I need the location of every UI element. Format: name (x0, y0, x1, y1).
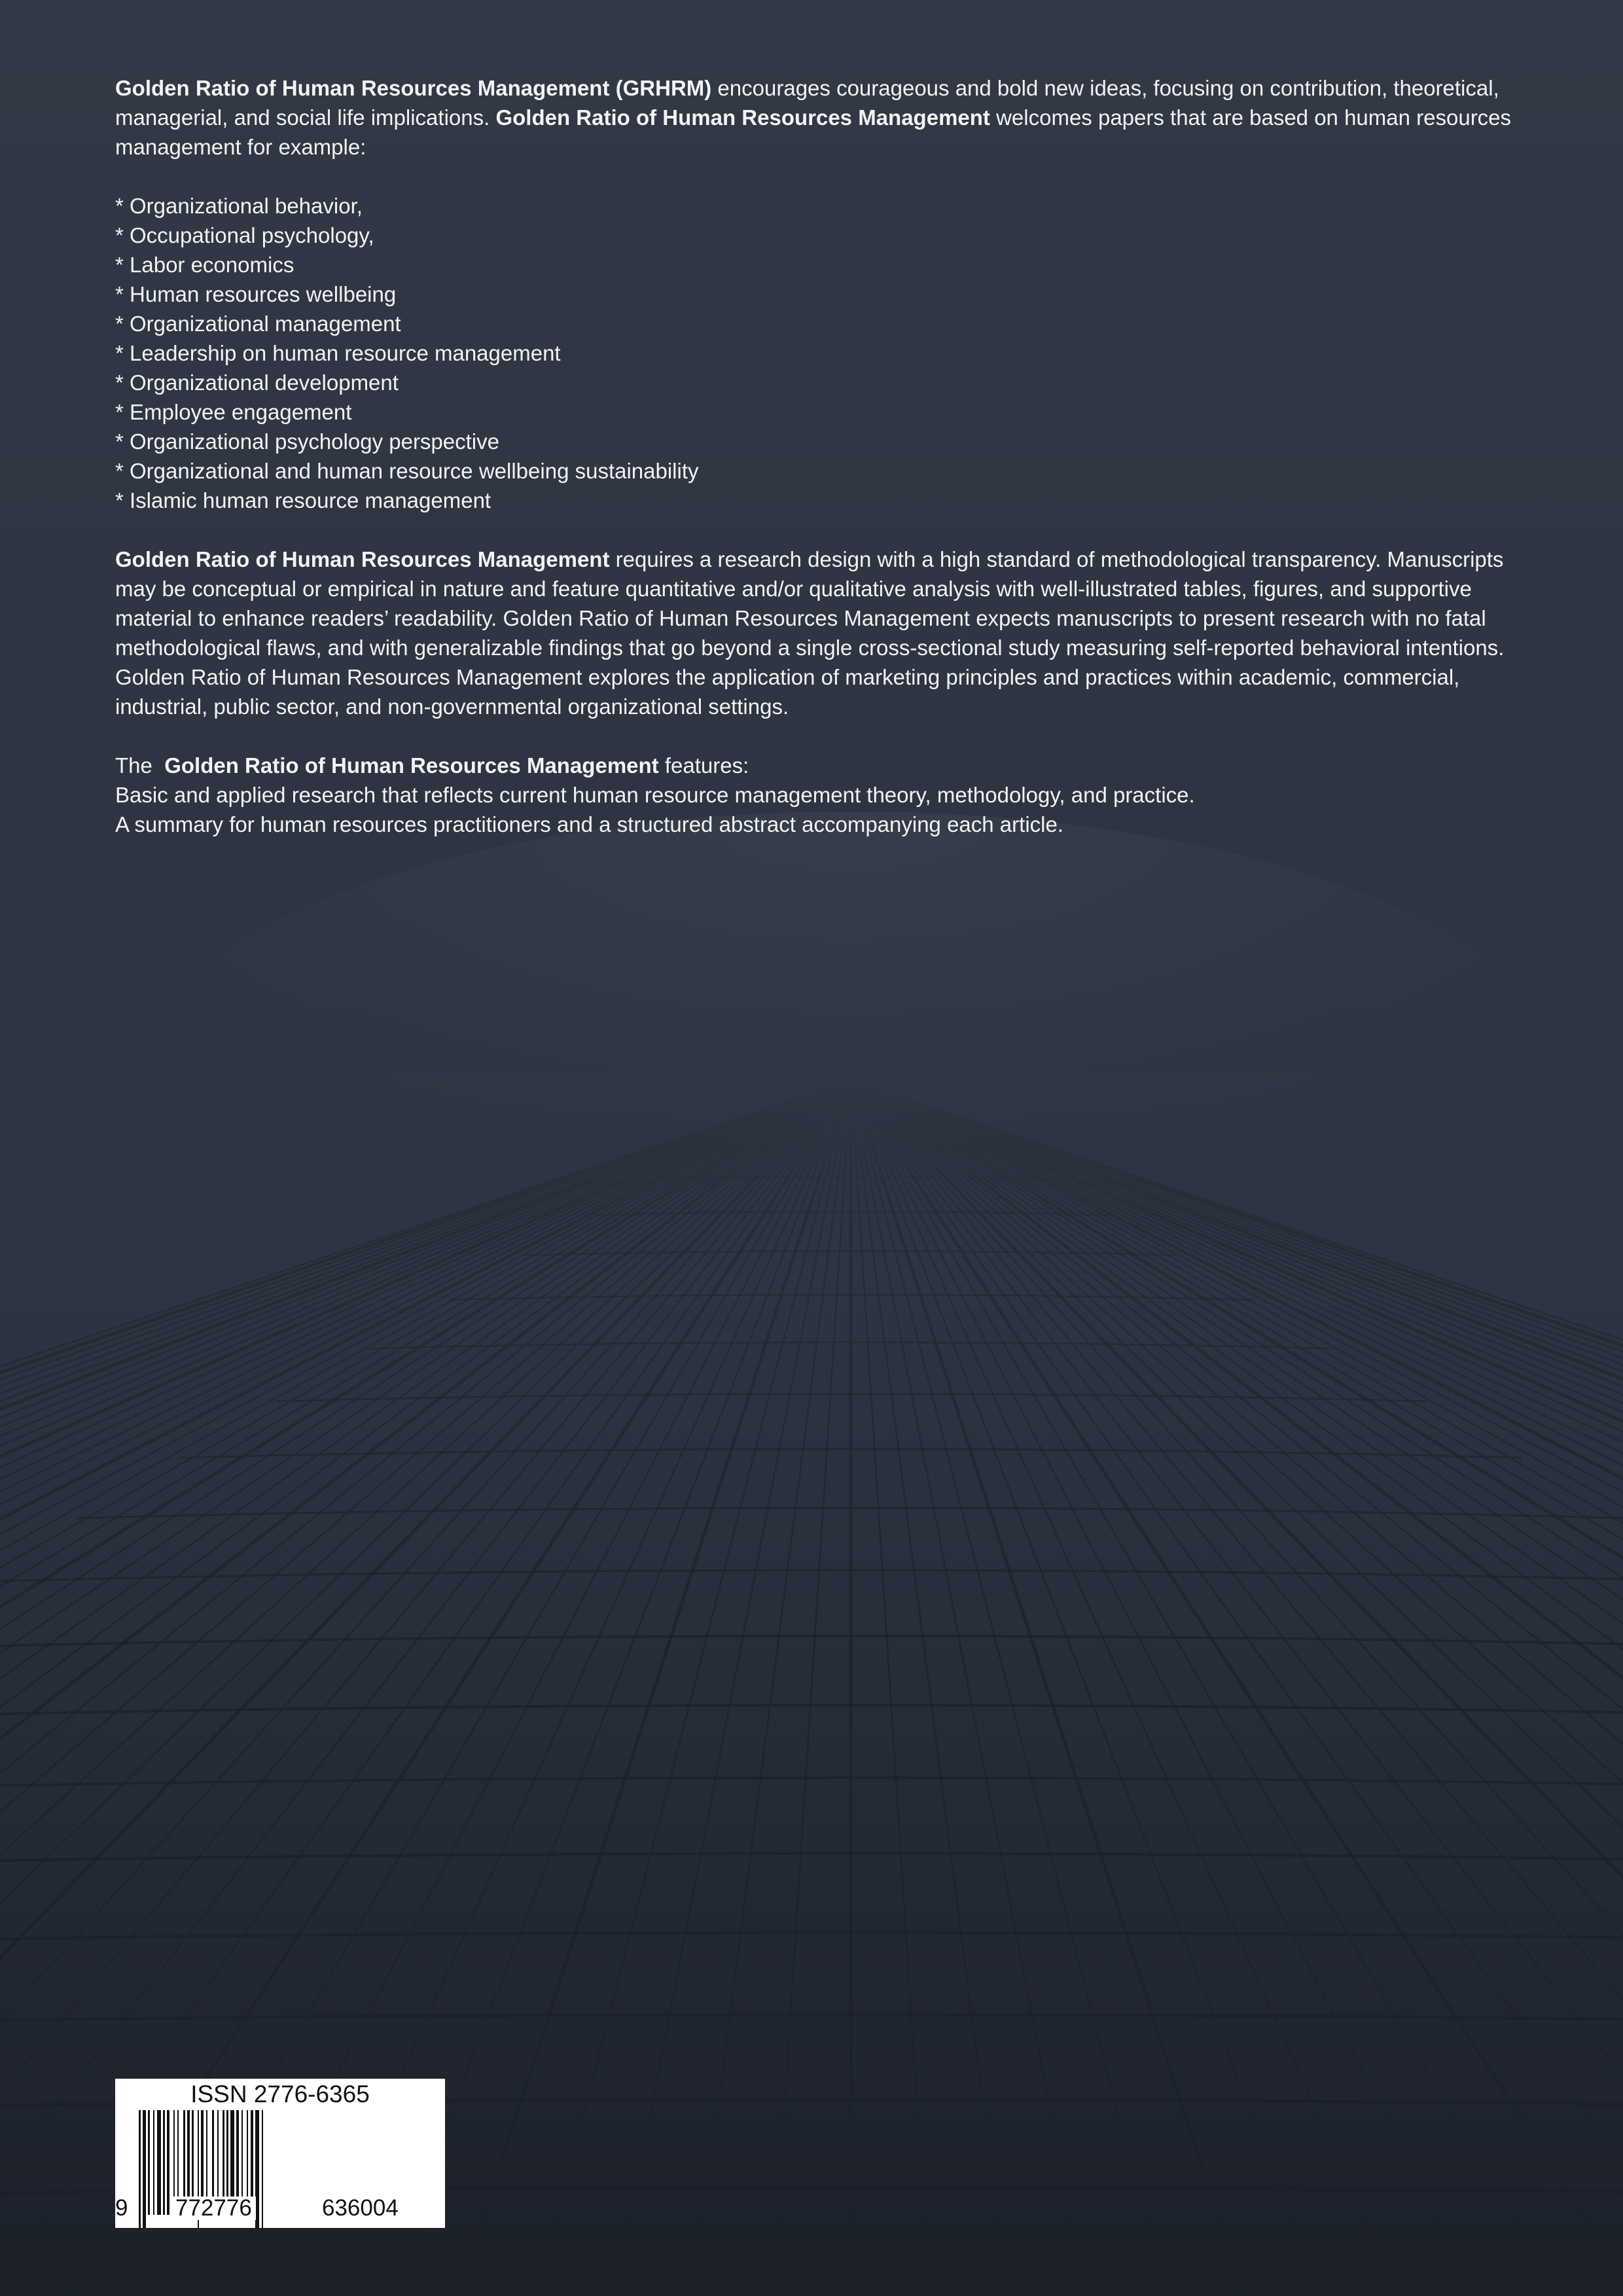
features-line-2: A summary for human resources practitioners and a structured abstract accompanying each article. (115, 812, 1064, 836)
journal-name: Golden Ratio of Human Resources Management (115, 547, 610, 571)
list-item: * Organizational behavior, (115, 194, 363, 218)
issn-label: ISSN 2776-6365 (190, 2081, 370, 2108)
list-item: * Human resources wellbeing (115, 282, 397, 306)
list-item: * Employee engagement (115, 400, 352, 424)
list-item: * Islamic human resource management (115, 488, 491, 512)
journal-name: Golden Ratio of Human Resources Management (164, 753, 659, 778)
list-item: * Labor economics (115, 253, 294, 277)
intro-text-1: encourages courageous and bold new ideas, focusing on contribution, theoretical, managerial, and social life implications. (115, 76, 1499, 130)
barcode-digits-right: 636004 (318, 2197, 402, 2220)
topics-list (115, 191, 1542, 515)
journal-acronym: Golden Ratio of Human Resources Management (GRHRM) (115, 76, 712, 100)
features-heading (115, 751, 1542, 780)
barcode-digits-left: 772776 (171, 2197, 256, 2220)
intro-paragraph (115, 73, 1542, 162)
list-item: * Organizational development (115, 370, 399, 395)
barcode-digit-lead: 9 (115, 2195, 128, 2221)
list-item: * Occupational psychology, (115, 223, 374, 247)
design-paragraph (115, 545, 1542, 721)
intro-text-2: welcomes papers that are based on human resources management for example: (115, 105, 1512, 159)
list-item: * Leadership on human resource management (115, 341, 561, 365)
design-text: requires a research design with a high standard of methodological transparency. Manuscripts may be conceptual or empirical in nature and feature quantitative and/or qualitative analysis with well-illustrated tables, figures, and supportive material to enhance readers’ readability. Golden Ratio of Human Resources Management expects manuscripts to present research with no fatal methodological flaws, and with generalizable findings that go beyond a single cross-sectional study measuring self-reported behavioral intentions. Golden Ratio of Human Resources Management explores the application of marketing principles and practices within academic, commercial, industrial, public sector, and non-governmental organizational settings. (115, 547, 1505, 719)
list-item: * Organizational and human resource wellbeing sustainability (115, 459, 699, 483)
journal-name: Golden Ratio of Human Resources Management (495, 105, 990, 130)
issn-barcode (115, 2079, 445, 2228)
features-prefix: The (115, 753, 165, 778)
features-suffix: features: (658, 753, 749, 778)
list-item: * Organizational management (115, 312, 401, 336)
description-text (115, 73, 1542, 839)
list-item: * Organizational psychology perspective (115, 429, 499, 454)
features-line-1: Basic and applied research that reflects current human resource management theory, methodology, and practice. (115, 783, 1195, 807)
